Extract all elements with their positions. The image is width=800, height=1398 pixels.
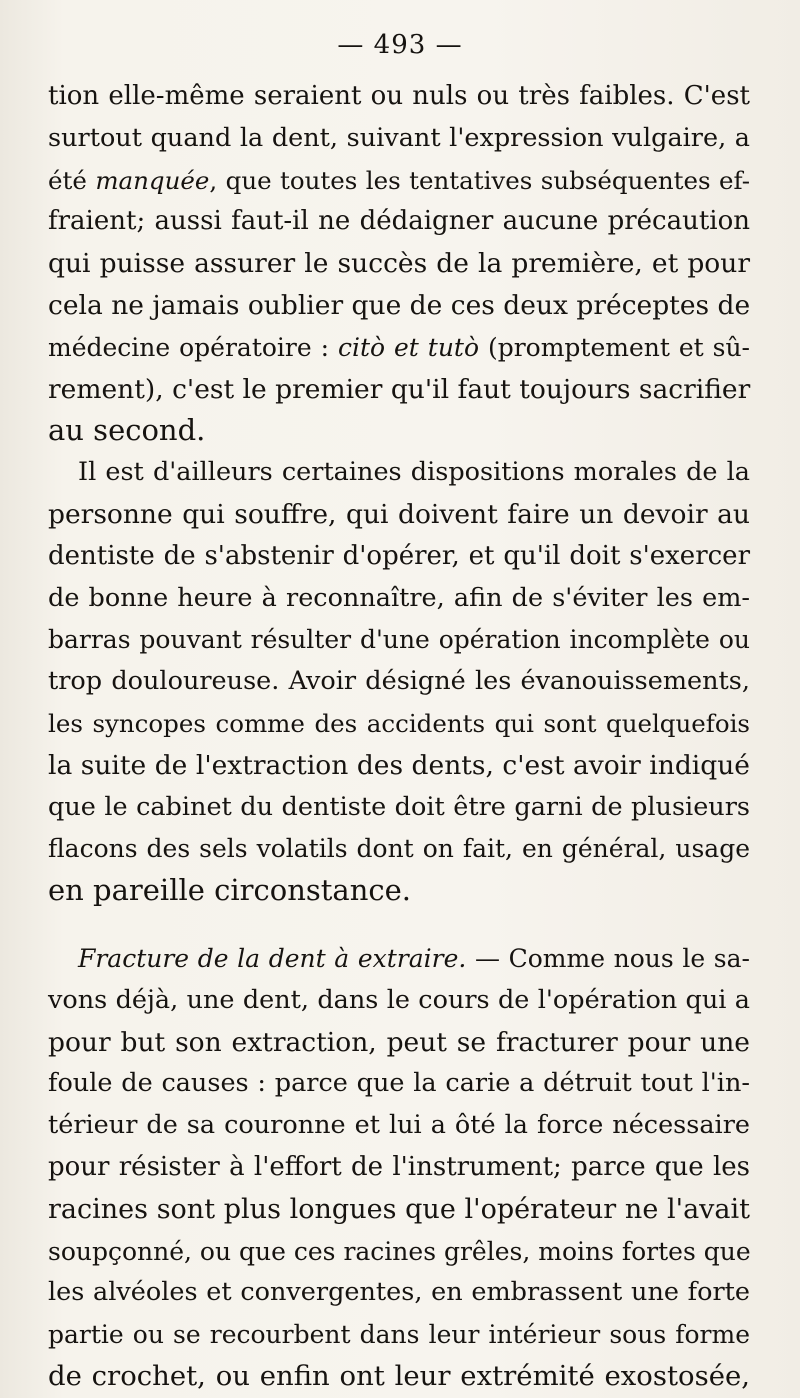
text-line: au second. [48, 413, 206, 448]
text-line: tion elle-même seraient ou nuls ou très faibles. C'est [48, 81, 750, 111]
page-number: — 493 — [337, 30, 463, 60]
text-line: les syncopes comme des accidents qui sont quelquefois [48, 708, 750, 738]
text-line: en pareille circonstance. [48, 873, 412, 908]
text-line: soupçonné, ou que ces racines grêles, moins fortes que [48, 1236, 751, 1266]
paragraph-3 [48, 938, 750, 1398]
text-line: de crochet, ou enfin ont leur extrémité exostosée, [48, 1359, 750, 1392]
text-line [48, 938, 750, 980]
text-line: racines sont plus longues que l'opérateur ne l'avait [48, 1193, 750, 1225]
text-line: fraient; aussi faut-il ne dédaigner aucune précaution [48, 206, 750, 237]
text-line: barras pouvant résulter d'une opération incomplète ou [48, 625, 750, 655]
paragraph-1 [48, 76, 750, 452]
text-line: partie ou se recourbent dans leur intérieur sous forme [48, 1320, 750, 1350]
body-text [48, 76, 750, 1398]
text-line: vons déjà, une dent, dans le cours de l'opération qui a [48, 984, 750, 1015]
text-line: flacons des sels volatils dont on fait, en général, usage [48, 834, 750, 864]
text-line: les alvéoles et convergentes, en embrassent une forte [48, 1277, 750, 1308]
text-line: pour résister à l'effort de l'instrument; parce que les [48, 1151, 750, 1182]
text-line: la suite de l'extraction des dents, c'est avoir indiqué [48, 749, 750, 781]
text-line: térieur de sa couronne et lui a ôté la force nécessaire [48, 1110, 750, 1141]
text-run: médecine opératoire : [48, 332, 338, 362]
text-line: Il est d'ailleurs certaines dispositions morales de la [78, 457, 750, 488]
text-line [48, 160, 750, 202]
paragraph-gap [48, 912, 750, 938]
text-run: , que toutes les tentatives subséquentes ef- [209, 165, 750, 195]
text-line: surtout quand la dent, suivant l'expression vulgaire, a [48, 122, 750, 153]
text-line: cela ne jamais oublier que de ces deux préceptes de [48, 289, 751, 321]
text-line: pour but son extraction, peut se fracturer pour une [48, 1026, 750, 1058]
section-heading: Fracture de la dent à extraire. [78, 943, 467, 973]
text-line: de bonne heure à reconnaître, afin de s'éviter les em- [48, 582, 750, 613]
italic-term: citò et tutò [337, 332, 480, 362]
text-line: personne qui souffre, qui doivent faire un devoir au [48, 498, 750, 530]
text-line: foule de causes : parce que la carie a détruit tout l'in- [48, 1068, 750, 1099]
text-line [48, 327, 750, 369]
text-run: été [48, 165, 96, 195]
text-run: (promptement et sû- [479, 332, 751, 362]
text-line: que le cabinet du dentiste doit être garni de plusieurs [48, 791, 750, 822]
text-run: — Comme nous le sa- [466, 943, 750, 973]
text-line: dentiste de s'abstenir d'opérer, et qu'il doit s'exercer [48, 540, 750, 571]
italic-term: manquée [95, 165, 210, 195]
text-line: trop douloureuse. Avoir désigné les évanouissements, [48, 666, 750, 697]
paragraph-2 [48, 452, 750, 912]
text-line: rement), c'est le premier qu'il faut toujours sacrifier [48, 373, 751, 405]
text-line: qui puisse assurer le succès de la première, et pour [48, 248, 750, 280]
